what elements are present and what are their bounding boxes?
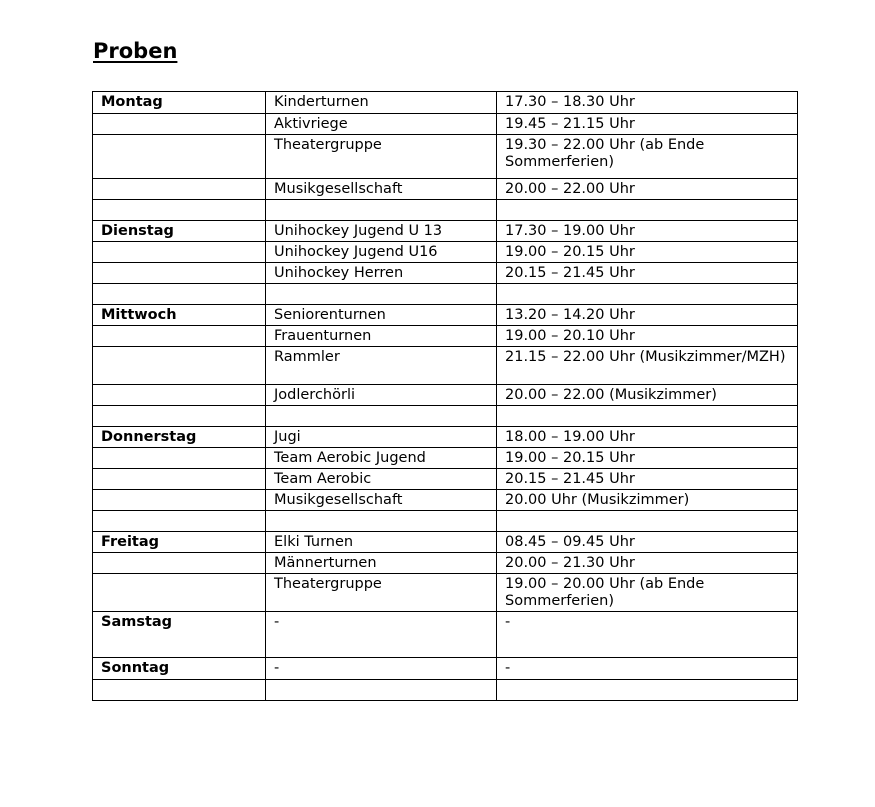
activity-cell: - <box>266 612 497 658</box>
table-row <box>93 347 798 385</box>
weekday-cell <box>93 114 266 135</box>
weekday-cell <box>93 574 266 612</box>
weekday-cell <box>93 511 266 532</box>
time-cell: 20.15 – 21.45 Uhr <box>497 469 798 490</box>
weekday-cell <box>93 263 266 284</box>
weekday-cell <box>93 179 266 200</box>
activity-cell: Team Aerobic <box>266 469 497 490</box>
time-cell: 20.00 – 22.00 Uhr <box>497 179 798 200</box>
table-row <box>93 326 798 347</box>
time-cell: 20.00 Uhr (Musikzimmer) <box>497 490 798 511</box>
table-row <box>93 612 798 658</box>
activity-cell <box>266 406 497 427</box>
activity-cell: Jodlerchörli <box>266 385 497 406</box>
activity-cell <box>266 200 497 221</box>
table-row <box>93 532 798 553</box>
weekday-cell <box>93 242 266 263</box>
table-row <box>93 135 798 179</box>
weekday-cell: Donnerstag <box>93 427 266 448</box>
weekday-cell <box>93 448 266 469</box>
table-row <box>93 680 798 701</box>
table-row <box>93 179 798 200</box>
activity-cell <box>266 511 497 532</box>
weekday-cell <box>93 680 266 701</box>
time-cell: 19.30 – 22.00 Uhr (ab Ende Sommerferien) <box>497 135 798 179</box>
time-cell: 19.45 – 21.15 Uhr <box>497 114 798 135</box>
page-title: Proben <box>93 39 178 63</box>
weekday-cell <box>93 326 266 347</box>
table-row <box>93 284 798 305</box>
table-row <box>93 263 798 284</box>
activity-cell: Unihockey Jugend U 13 <box>266 221 497 242</box>
activity-cell: Unihockey Herren <box>266 263 497 284</box>
activity-cell: Aktivriege <box>266 114 497 135</box>
time-cell: 19.00 – 20.15 Uhr <box>497 242 798 263</box>
table-row <box>93 490 798 511</box>
table-row <box>93 200 798 221</box>
activity-cell: Musikgesellschaft <box>266 179 497 200</box>
time-cell: 08.45 – 09.45 Uhr <box>497 532 798 553</box>
weekday-cell <box>93 385 266 406</box>
time-cell: - <box>497 658 798 680</box>
time-cell <box>497 284 798 305</box>
activity-cell: Elki Turnen <box>266 532 497 553</box>
time-cell: - <box>497 612 798 658</box>
activity-cell: Theatergruppe <box>266 574 497 612</box>
time-cell <box>497 406 798 427</box>
activity-cell <box>266 284 497 305</box>
weekday-cell <box>93 200 266 221</box>
activity-cell: Musikgesellschaft <box>266 490 497 511</box>
activity-cell <box>266 680 497 701</box>
table-row <box>93 448 798 469</box>
weekday-cell <box>93 284 266 305</box>
time-cell: 17.30 – 18.30 Uhr <box>497 92 798 114</box>
activity-cell: Rammler <box>266 347 497 385</box>
schedule-table-body <box>93 92 798 701</box>
table-row <box>93 427 798 448</box>
table-row <box>93 385 798 406</box>
time-cell <box>497 680 798 701</box>
table-row <box>93 511 798 532</box>
activity-cell: Frauenturnen <box>266 326 497 347</box>
time-cell: 18.00 – 19.00 Uhr <box>497 427 798 448</box>
table-row <box>93 242 798 263</box>
time-cell: 21.15 – 22.00 Uhr (Musikzimmer/MZH) <box>497 347 798 385</box>
time-cell <box>497 511 798 532</box>
weekday-cell <box>93 135 266 179</box>
table-row <box>93 305 798 326</box>
activity-cell: Jugi <box>266 427 497 448</box>
activity-cell: Theatergruppe <box>266 135 497 179</box>
weekday-cell: Sonntag <box>93 658 266 680</box>
weekday-cell <box>93 347 266 385</box>
time-cell: 19.00 – 20.00 Uhr (ab Ende Sommerferien) <box>497 574 798 612</box>
activity-cell: Unihockey Jugend U16 <box>266 242 497 263</box>
time-cell <box>497 200 798 221</box>
activity-cell: Seniorenturnen <box>266 305 497 326</box>
activity-cell: - <box>266 658 497 680</box>
table-row <box>93 114 798 135</box>
table-row <box>93 92 798 114</box>
table-row <box>93 221 798 242</box>
table-row <box>93 658 798 680</box>
weekday-cell <box>93 490 266 511</box>
activity-cell: Männerturnen <box>266 553 497 574</box>
weekday-cell <box>93 469 266 490</box>
time-cell: 20.00 – 21.30 Uhr <box>497 553 798 574</box>
weekday-cell: Freitag <box>93 532 266 553</box>
weekday-cell: Montag <box>93 92 266 114</box>
weekday-cell: Mittwoch <box>93 305 266 326</box>
weekday-cell <box>93 406 266 427</box>
table-row <box>93 406 798 427</box>
table-row <box>93 469 798 490</box>
table-row <box>93 574 798 612</box>
activity-cell: Kinderturnen <box>266 92 497 114</box>
weekday-cell: Dienstag <box>93 221 266 242</box>
schedule-table <box>92 91 798 701</box>
time-cell: 19.00 – 20.15 Uhr <box>497 448 798 469</box>
time-cell: 17.30 – 19.00 Uhr <box>497 221 798 242</box>
time-cell: 13.20 – 14.20 Uhr <box>497 305 798 326</box>
time-cell: 19.00 – 20.10 Uhr <box>497 326 798 347</box>
table-row <box>93 553 798 574</box>
time-cell: 20.00 – 22.00 (Musikzimmer) <box>497 385 798 406</box>
activity-cell: Team Aerobic Jugend <box>266 448 497 469</box>
weekday-cell: Samstag <box>93 612 266 658</box>
time-cell: 20.15 – 21.45 Uhr <box>497 263 798 284</box>
weekday-cell <box>93 553 266 574</box>
